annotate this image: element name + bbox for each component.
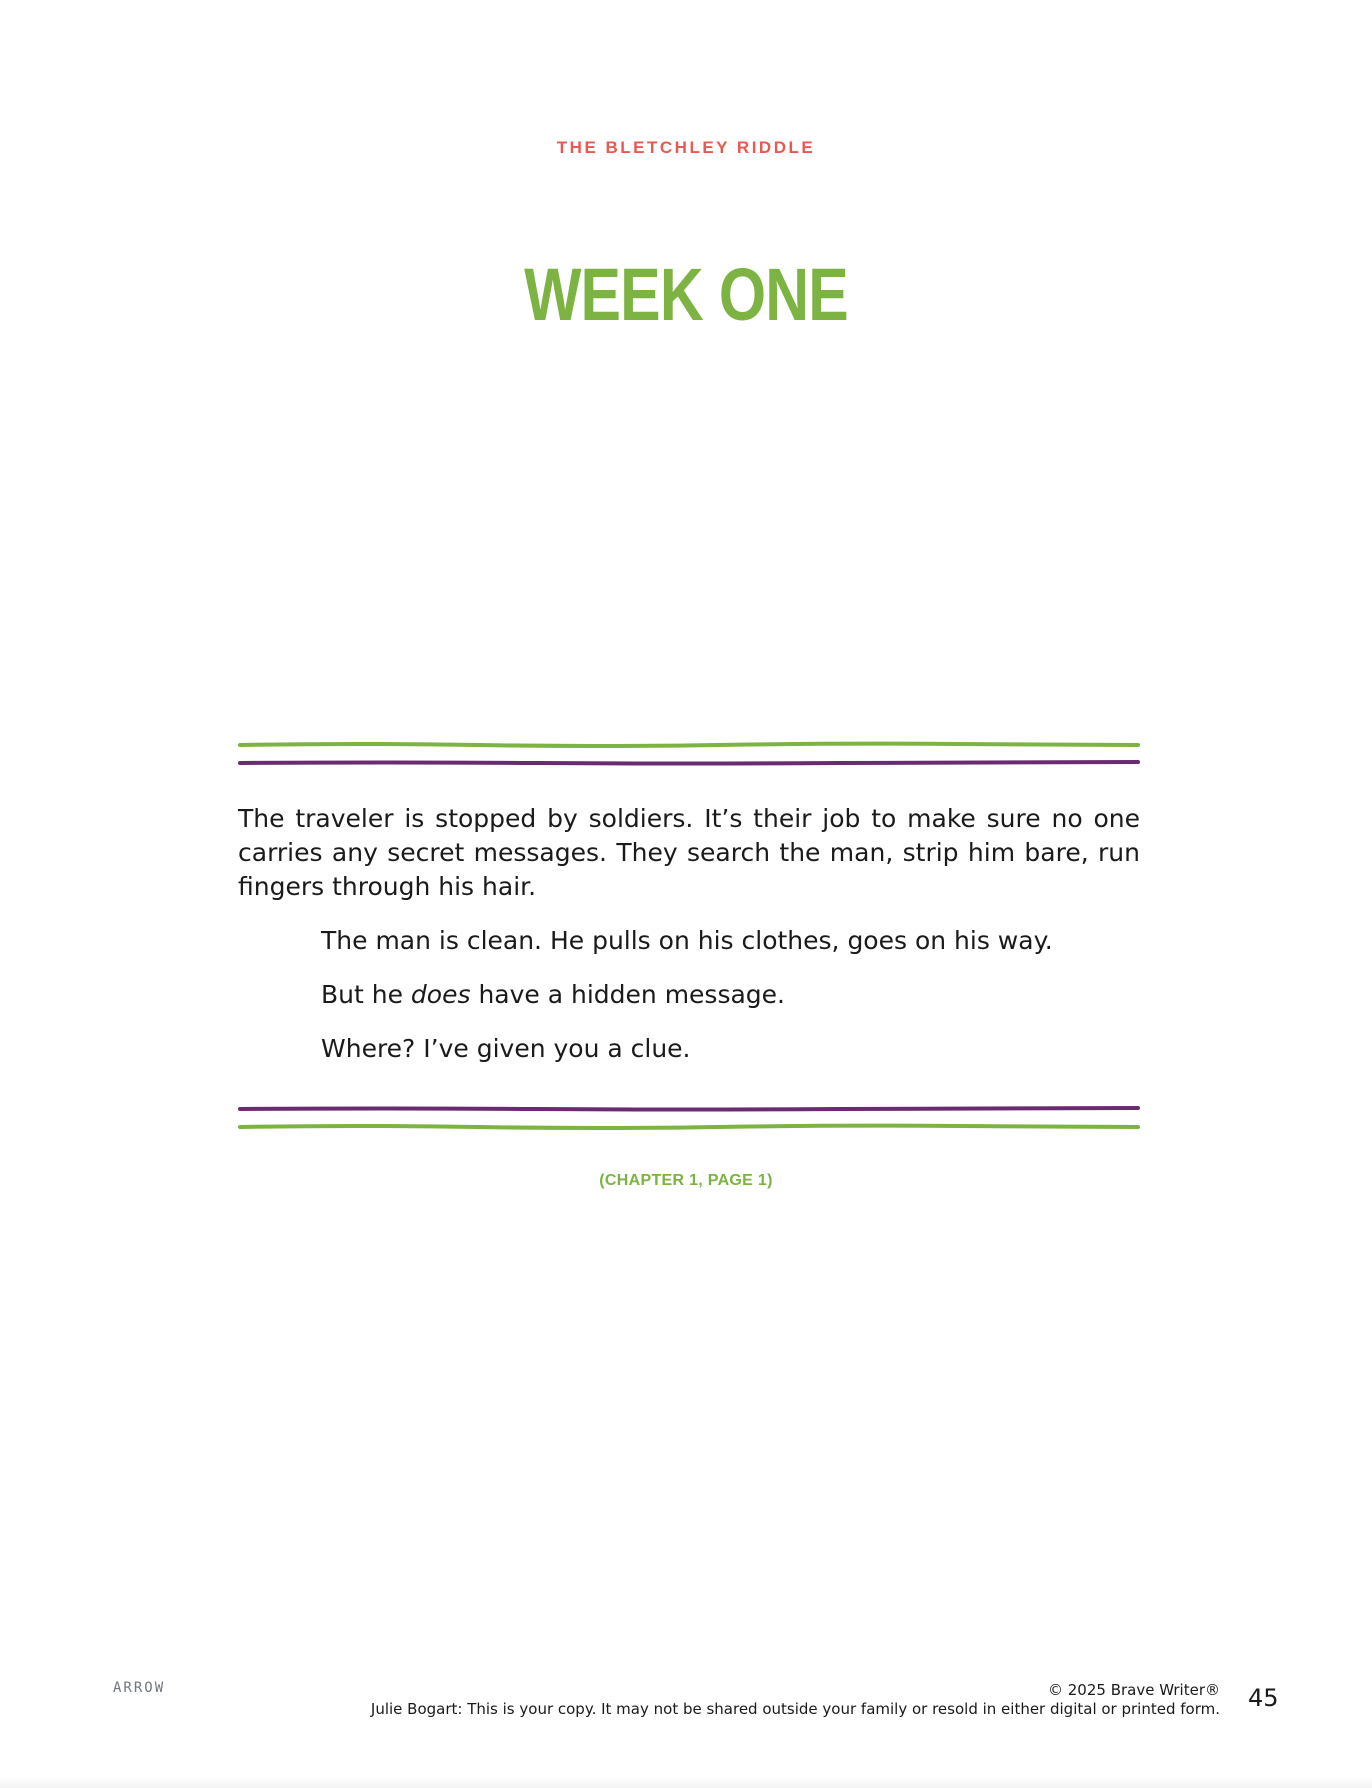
footer-notice	[371, 1681, 1220, 1719]
license-notice: Julie Bogart: This is your copy. It may not be shared outside your family or resold in either digital or printed form.	[370, 1700, 1220, 1718]
passage	[238, 802, 1140, 1086]
bottom-rule-green	[238, 1122, 1140, 1132]
passage-line-clue: Where? I’ve given you a clue.	[321, 1034, 691, 1063]
passage-lead: The traveler is stopped by soldiers. It’s their job to make sure no one carries any secret messages. They search the man, strip him bare, run fingers through his hair.	[238, 804, 1140, 901]
page-number: 45	[1248, 1684, 1279, 1712]
passage-emphasis: does	[410, 980, 471, 1009]
passage-line-hidden-message-start: But he	[321, 980, 411, 1009]
passage-line-hidden-message-end: have a hidden message.	[470, 980, 786, 1009]
copyright: © 2025 Brave Writer®	[1047, 1681, 1220, 1699]
arrow-logo: ARROW	[113, 1680, 166, 1696]
top-rule-green	[238, 740, 1140, 750]
passage-line-hidden-message	[238, 978, 1140, 1012]
top-rule-purple	[238, 758, 1140, 768]
week-title: WEEK ONE	[524, 253, 848, 336]
book-title: THE BLETCHLEY RIDDLE	[556, 138, 816, 157]
passage-line-clean: The man is clean. He pulls on his clothes, goes on his way.	[321, 926, 1053, 955]
chapter-citation: (CHAPTER 1, PAGE 1)	[599, 1172, 773, 1189]
bottom-rule-purple	[238, 1104, 1140, 1114]
